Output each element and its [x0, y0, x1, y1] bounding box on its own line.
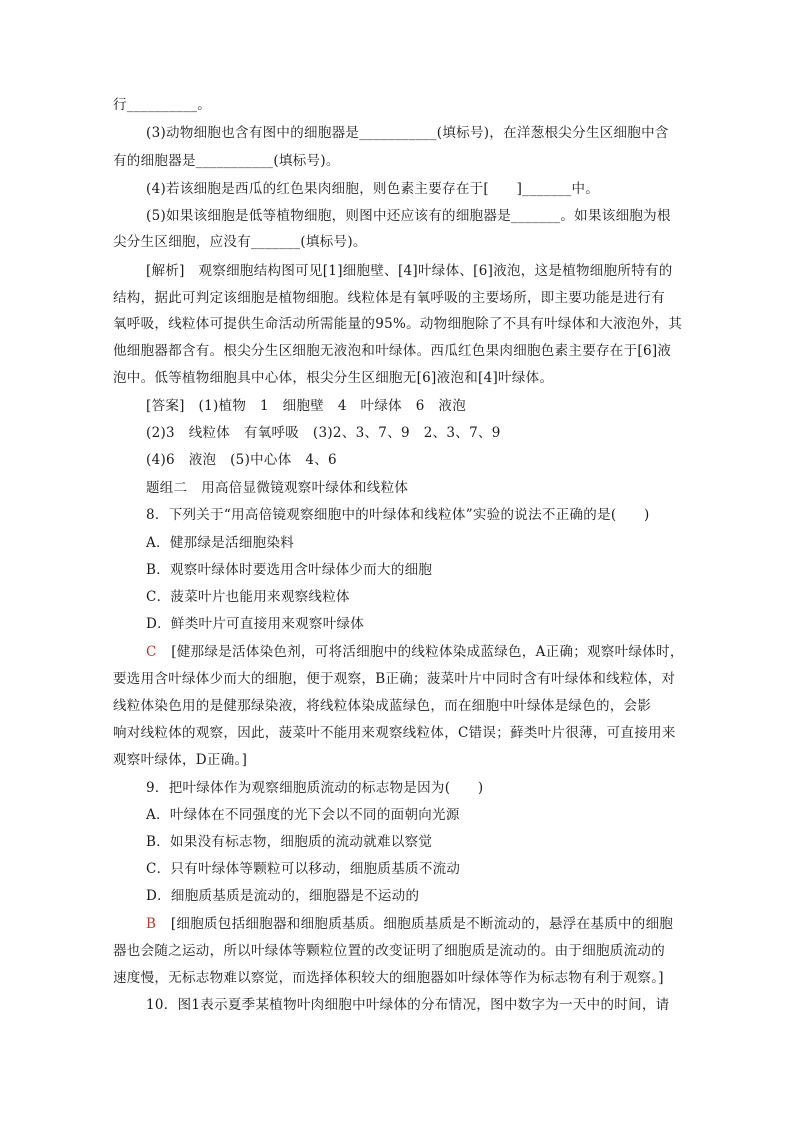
text-line: 结构，据此可判定该细胞是植物细胞。线粒体是有氧呼吸的主要场所，即主要功能是进行有	[113, 290, 665, 306]
text-line: D．鲜类叶片可直接用来观察叶绿体	[146, 616, 365, 632]
text-line: [解析] 观察细胞结构图可见[1]细胞壁、[4]叶绿体、[6]液泡，这是植物细胞所特有的	[146, 263, 673, 279]
text-line: 线粒体染色用的是健那绿染液，将线粒体染成蓝绿色，而在细胞中叶绿体是绿色的，会影	[113, 698, 652, 714]
text-line: (2)3 线粒体 有氧呼吸 (3)2、3、7、9 2、3、7、9	[146, 425, 501, 441]
answer-letter: B	[146, 916, 157, 932]
text-line: (4)若该细胞是西瓜的红色果肉细胞，则色素主要存在于[ ]_______中。	[146, 181, 600, 197]
explanation-text: [健那绿是活体染色剂，可将活细胞中的线粒体染成蓝绿色，A正确；观察叶绿体时，	[171, 644, 684, 660]
text-line: 泡中。低等植物细胞具中心体，根尖分生区细胞无[6]液泡和[4]叶绿体。	[113, 370, 554, 386]
text-line: 有的细胞器是___________(填标号)。	[113, 153, 340, 169]
text-line: 尖分生区细胞，应没有_______(填标号)。	[113, 234, 367, 250]
text-line: 9．把叶绿体作为观察细胞质流动的标志物是因为( )	[146, 780, 484, 796]
text-line: 观察叶绿体，D正确。]	[113, 752, 248, 768]
text-line: D．细胞质基质是流动的，细胞器是不运动的	[146, 888, 420, 904]
text-line: A．健那绿是活细胞染料	[146, 535, 295, 551]
text-line: 行__________。	[113, 97, 212, 113]
explanation-text: [细胞质包括细胞器和细胞质基质。细胞质基质是不断流动的，悬浮在基质中的细胞	[170, 916, 674, 932]
text-line: 响对线粒体的观察，因此，菠菜叶不能用来观察线粒体，C错误；藓类叶片很薄，可直接用来	[113, 725, 676, 741]
text-line: 器也会随之运动，所以叶绿体等颗粒位置的改变证明了细胞质是流动的。由于细胞质流动的	[113, 943, 665, 959]
text-line: [答案] (1)植物 1 细胞壁 4 叶绿体 6 液泡	[146, 398, 467, 414]
text-line: (3)动物细胞也含有图中的细胞器是___________(填标号)，在洋葱根尖分生区细胞中含	[146, 125, 669, 141]
text-line: 8．下列关于“用高倍镜观察细胞中的叶绿体和线粒体”实验的说法不正确的是( )	[146, 507, 650, 523]
text-line: A．叶绿体在不同强度的光下会以不同的面朝向光源	[146, 807, 460, 823]
text-line: (5)如果该细胞是低等植物细胞，则图中还应该有的细胞器是_______。如果该细胞为根	[146, 208, 671, 224]
text-line: 速度慢，无标志物难以察觉，而选择体积较大的细胞器如叶绿体等作为标志物有利于观察。]	[113, 970, 664, 986]
text-line: 氧呼吸，线粒体可提供生命活动所需能量的95%。动物细胞除了不具有叶绿体和大液泡外，其	[113, 316, 683, 332]
text-line: 10．图1表示夏季某植物叶肉细胞中叶绿体的分布情况，图中数字为一天中的时间，请	[146, 997, 670, 1013]
text-line	[146, 915, 673, 933]
text-line: B．观察叶绿体时要选用含叶绿体少而大的细胞	[146, 562, 433, 578]
text-line: 要选用含叶绿体少而大的细胞，便于观察，B正确；菠菜叶片中同时含有叶绿体和线粒体，对	[113, 671, 676, 687]
text-line: (4)6 液泡 (5)中心体 4、6	[146, 452, 337, 468]
text-line	[146, 643, 684, 661]
text-line: B．如果没有标志物，细胞质的流动就难以察觉	[146, 834, 433, 850]
text-line: 题组二 用高倍显微镜观察叶绿体和线粒体	[146, 480, 409, 496]
text-line: 他细胞器都含有。根尖分生区细胞无液泡和叶绿体。西瓜红色果肉细胞色素主要存在于[6]液	[113, 343, 672, 359]
answer-letter: C	[146, 644, 157, 660]
text-line: C．只有叶绿体等颗粒可以移动，细胞质基质不流动	[146, 861, 461, 877]
text-line: C．菠菜叶片也能用来观察线粒体	[146, 589, 350, 605]
